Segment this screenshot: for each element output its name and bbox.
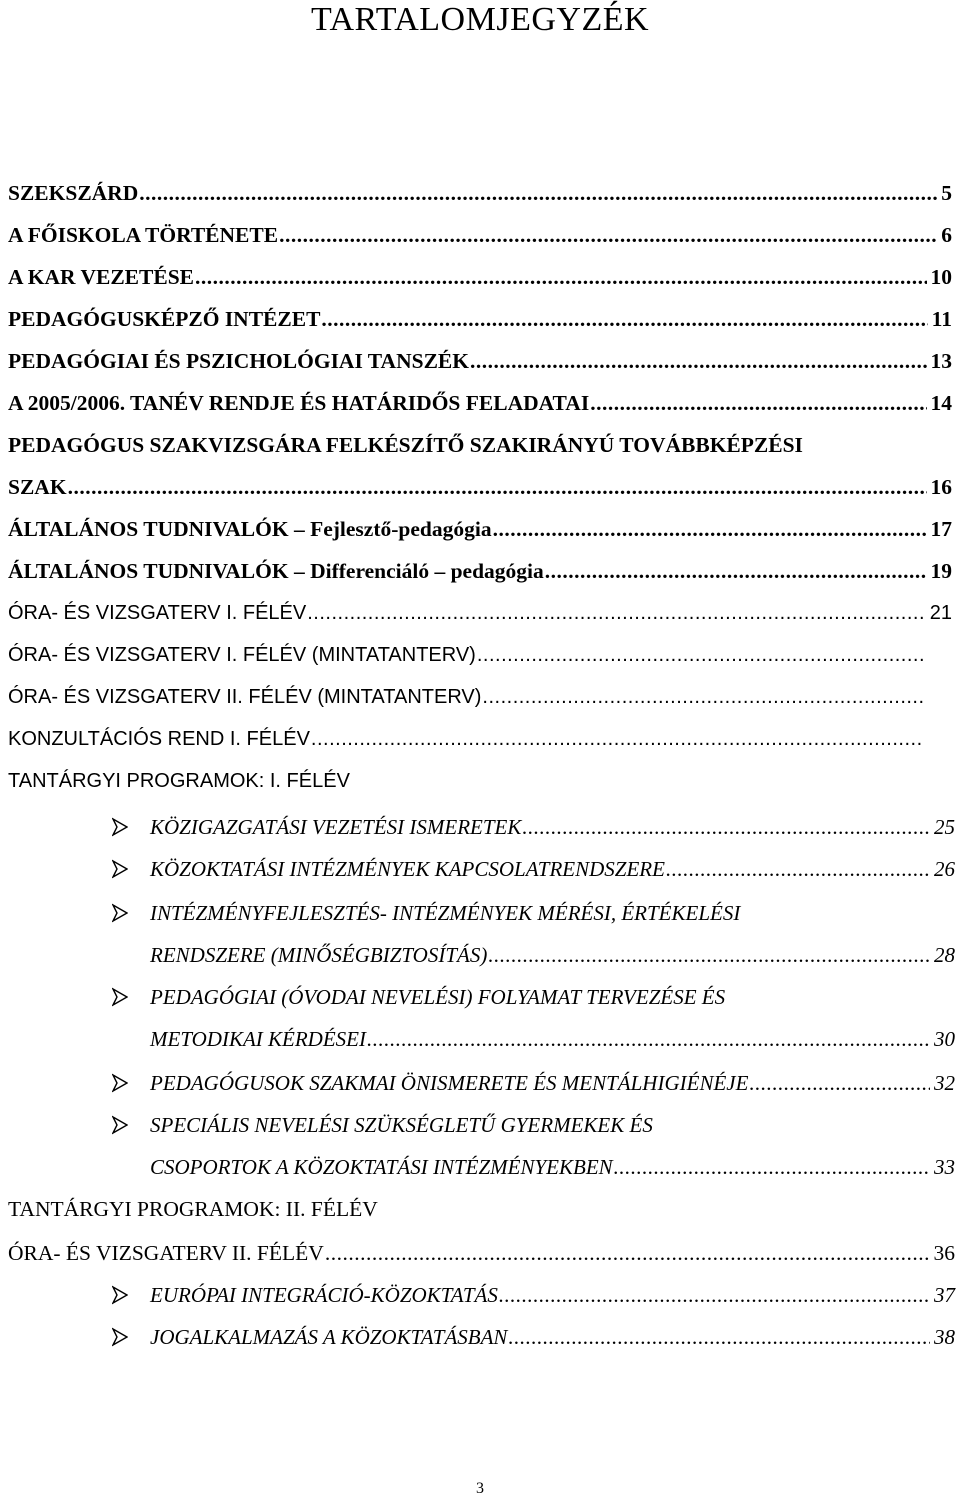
- toc-dot-leader: [367, 1022, 930, 1056]
- toc-entry: [150, 852, 955, 886]
- toc-entry-page: 6: [941, 223, 952, 247]
- toc-entry-page: 17: [930, 517, 952, 541]
- toc-dot-leader: [488, 938, 930, 972]
- toc-entry-page: 11: [931, 307, 952, 331]
- toc-entry-page: 26: [934, 857, 955, 881]
- arrow-bullet-icon: [112, 859, 128, 879]
- toc-entry-page: 30: [934, 1027, 955, 1051]
- toc-entry: [8, 470, 952, 504]
- toc-entry: [8, 1192, 378, 1226]
- toc-entry: [8, 428, 803, 462]
- toc-entry: [150, 1022, 955, 1056]
- toc-dot-leader: [749, 1066, 930, 1100]
- toc-entry: [8, 1236, 955, 1270]
- toc-entry-title: PEDAGÓGUS SZAKVIZSGÁRA FELKÉSZÍTŐ SZAKIRÁNYÚ TOVÁBBKÉPZÉSI: [8, 433, 803, 457]
- toc-entry-title: EURÓPAI INTEGRÁCIÓ-KÖZOKTATÁS: [150, 1283, 498, 1307]
- arrow-bullet-icon: [112, 1285, 128, 1305]
- toc-dot-leader: [508, 1320, 930, 1354]
- toc-entry-title: TANTÁRGYI PROGRAMOK: I. FÉLÉV: [8, 770, 350, 792]
- toc-entry: [150, 1278, 955, 1312]
- toc-entry: [8, 260, 952, 294]
- toc-entry-page: 37: [934, 1283, 955, 1307]
- toc-entry: [8, 554, 952, 588]
- toc-entry-title: PEDAGÓGUSOK SZAKMAI ÖNISMERETE ÉS MENTÁLHIGIÉNÉJE: [150, 1071, 749, 1095]
- toc-entry-title: ÓRA- ÉS VIZSGATERV II. FÉLÉV: [8, 1241, 324, 1265]
- toc-dot-leader: [325, 1236, 930, 1270]
- toc-entry-page: 5: [941, 181, 952, 205]
- toc-dot-leader: [545, 554, 927, 588]
- toc-entry-page: 16: [930, 475, 952, 499]
- toc-dot-leader: [666, 852, 930, 886]
- toc-entry-title: SPECIÁLIS NEVELÉSI SZÜKSÉGLETŰ GYERMEKEK ÉS: [150, 1113, 653, 1137]
- toc-entry-title: PEDAGÓGIAI (ÓVODAI NEVELÉSI) FOLYAMAT TERVEZÉSE ÉS: [150, 985, 726, 1009]
- arrow-bullet-icon: [112, 903, 128, 923]
- arrow-bullet-icon: [112, 817, 128, 837]
- toc-entry-title: ÁLTALÁNOS TUDNIVALÓK – Differenciáló – pedagógia: [8, 559, 544, 583]
- toc-entry: [8, 722, 924, 756]
- toc-entry-title: JOGALKALMAZÁS A KÖZOKTATÁSBAN: [150, 1325, 508, 1349]
- toc-entry-title: CSOPORTOK A KÖZOKTATÁSI INTÉZMÉNYEKBEN: [150, 1155, 613, 1179]
- toc-entry: [8, 302, 952, 336]
- toc-entry-title: PEDAGÓGIAI ÉS PSZICHOLÓGIAI TANSZÉK: [8, 349, 469, 373]
- toc-entry-title: TANTÁRGYI PROGRAMOK: II. FÉLÉV: [8, 1197, 378, 1221]
- toc-entry-title: A 2005/2006. TANÉV RENDJE ÉS HATÁRIDŐS FELADATAI: [8, 391, 590, 415]
- toc-dot-leader: [590, 386, 926, 420]
- toc-entry-title: ÁLTALÁNOS TUDNIVALÓK – Fejlesztő-pedagógia: [8, 517, 492, 541]
- toc-entry-title: KÖZOKTATÁSI INTÉZMÉNYEK KAPCSOLATRENDSZERE: [150, 857, 665, 881]
- toc-entry: [8, 512, 952, 546]
- toc-entry: [150, 938, 955, 972]
- toc-entry: [150, 1150, 955, 1184]
- toc-entry-title: A KAR VEZETÉSE: [8, 265, 195, 289]
- toc-dot-leader: [307, 596, 926, 630]
- toc-dot-leader: [311, 722, 924, 756]
- toc-dot-leader: [279, 218, 937, 252]
- toc-entry-page: 28: [934, 943, 955, 967]
- arrow-bullet-icon: [112, 1073, 128, 1093]
- toc-entry-page: 36: [933, 1241, 955, 1265]
- toc-dot-leader: [477, 638, 924, 672]
- toc-dot-leader: [68, 470, 927, 504]
- toc-dot-leader: [522, 810, 930, 844]
- toc-entry: [8, 344, 952, 378]
- toc-entry: [150, 896, 740, 930]
- toc-entry: [8, 764, 350, 798]
- toc-entry-title: KÖZIGAZGATÁSI VEZETÉSI ISMERETEK: [150, 815, 522, 839]
- toc-entry: [8, 386, 952, 420]
- toc-entry: [8, 176, 952, 210]
- toc-entry-page: 32: [934, 1071, 955, 1095]
- page-number: 3: [476, 1480, 484, 1497]
- toc-entry-page: 10: [930, 265, 952, 289]
- toc-entry-page: 38: [934, 1325, 955, 1349]
- toc-entry-title: ÓRA- ÉS VIZSGATERV II. FÉLÉV (MINTATANTERV): [8, 686, 482, 708]
- toc-entry: [8, 218, 952, 252]
- toc-entry-page: 13: [930, 349, 952, 373]
- toc-entry-page: 19: [930, 559, 952, 583]
- page-title: TARTALOMJEGYZÉK: [310, 1, 650, 38]
- toc-entry-title: SZAK: [8, 475, 67, 499]
- toc-dot-leader: [493, 512, 927, 546]
- toc-dot-leader: [139, 176, 937, 210]
- toc-entry-title: INTÉZMÉNYFEJLESZTÉS- INTÉZMÉNYEK MÉRÉSI, ÉRTÉKELÉSI: [150, 901, 741, 925]
- toc-entry: [8, 680, 924, 714]
- toc-entry-page: 14: [930, 391, 952, 415]
- toc-entry: [150, 1320, 955, 1354]
- arrow-bullet-icon: [112, 1327, 128, 1347]
- toc-dot-leader: [482, 680, 924, 714]
- toc-entry-title: ÓRA- ÉS VIZSGATERV I. FÉLÉV: [8, 602, 307, 624]
- toc-entry: [150, 810, 955, 844]
- toc-dot-leader: [614, 1150, 930, 1184]
- toc-entry: [8, 596, 952, 630]
- toc-entry: [150, 980, 725, 1014]
- toc-dot-leader: [195, 260, 926, 294]
- toc-entry-page: 33: [934, 1155, 955, 1179]
- toc-entry-title: METODIKAI KÉRDÉSEI: [150, 1027, 366, 1051]
- toc-entry-title: SZEKSZÁRD: [8, 181, 139, 205]
- toc-entry-title: PEDAGÓGUSKÉPZŐ INTÉZET: [8, 307, 321, 331]
- toc-dot-leader: [321, 302, 927, 336]
- arrow-bullet-icon: [112, 1115, 128, 1135]
- arrow-bullet-icon: [112, 987, 128, 1007]
- toc-dot-leader: [470, 344, 927, 378]
- toc-entry: [150, 1066, 955, 1100]
- toc-entry-title: KONZULTÁCIÓS REND I. FÉLÉV: [8, 728, 310, 750]
- toc-entry-title: ÓRA- ÉS VIZSGATERV I. FÉLÉV (MINTATANTERV): [8, 644, 476, 666]
- toc-entry-title: RENDSZERE (MINŐSÉGBIZTOSÍTÁS): [150, 943, 488, 967]
- toc-entry-page: 21: [929, 602, 952, 624]
- toc-dot-leader: [499, 1278, 930, 1312]
- toc-entry: [150, 1108, 653, 1142]
- toc-entry-page: 25: [934, 815, 955, 839]
- toc-entry-title: A FŐISKOLA TÖRTÉNETE: [8, 223, 279, 247]
- toc-entry: [8, 638, 924, 672]
